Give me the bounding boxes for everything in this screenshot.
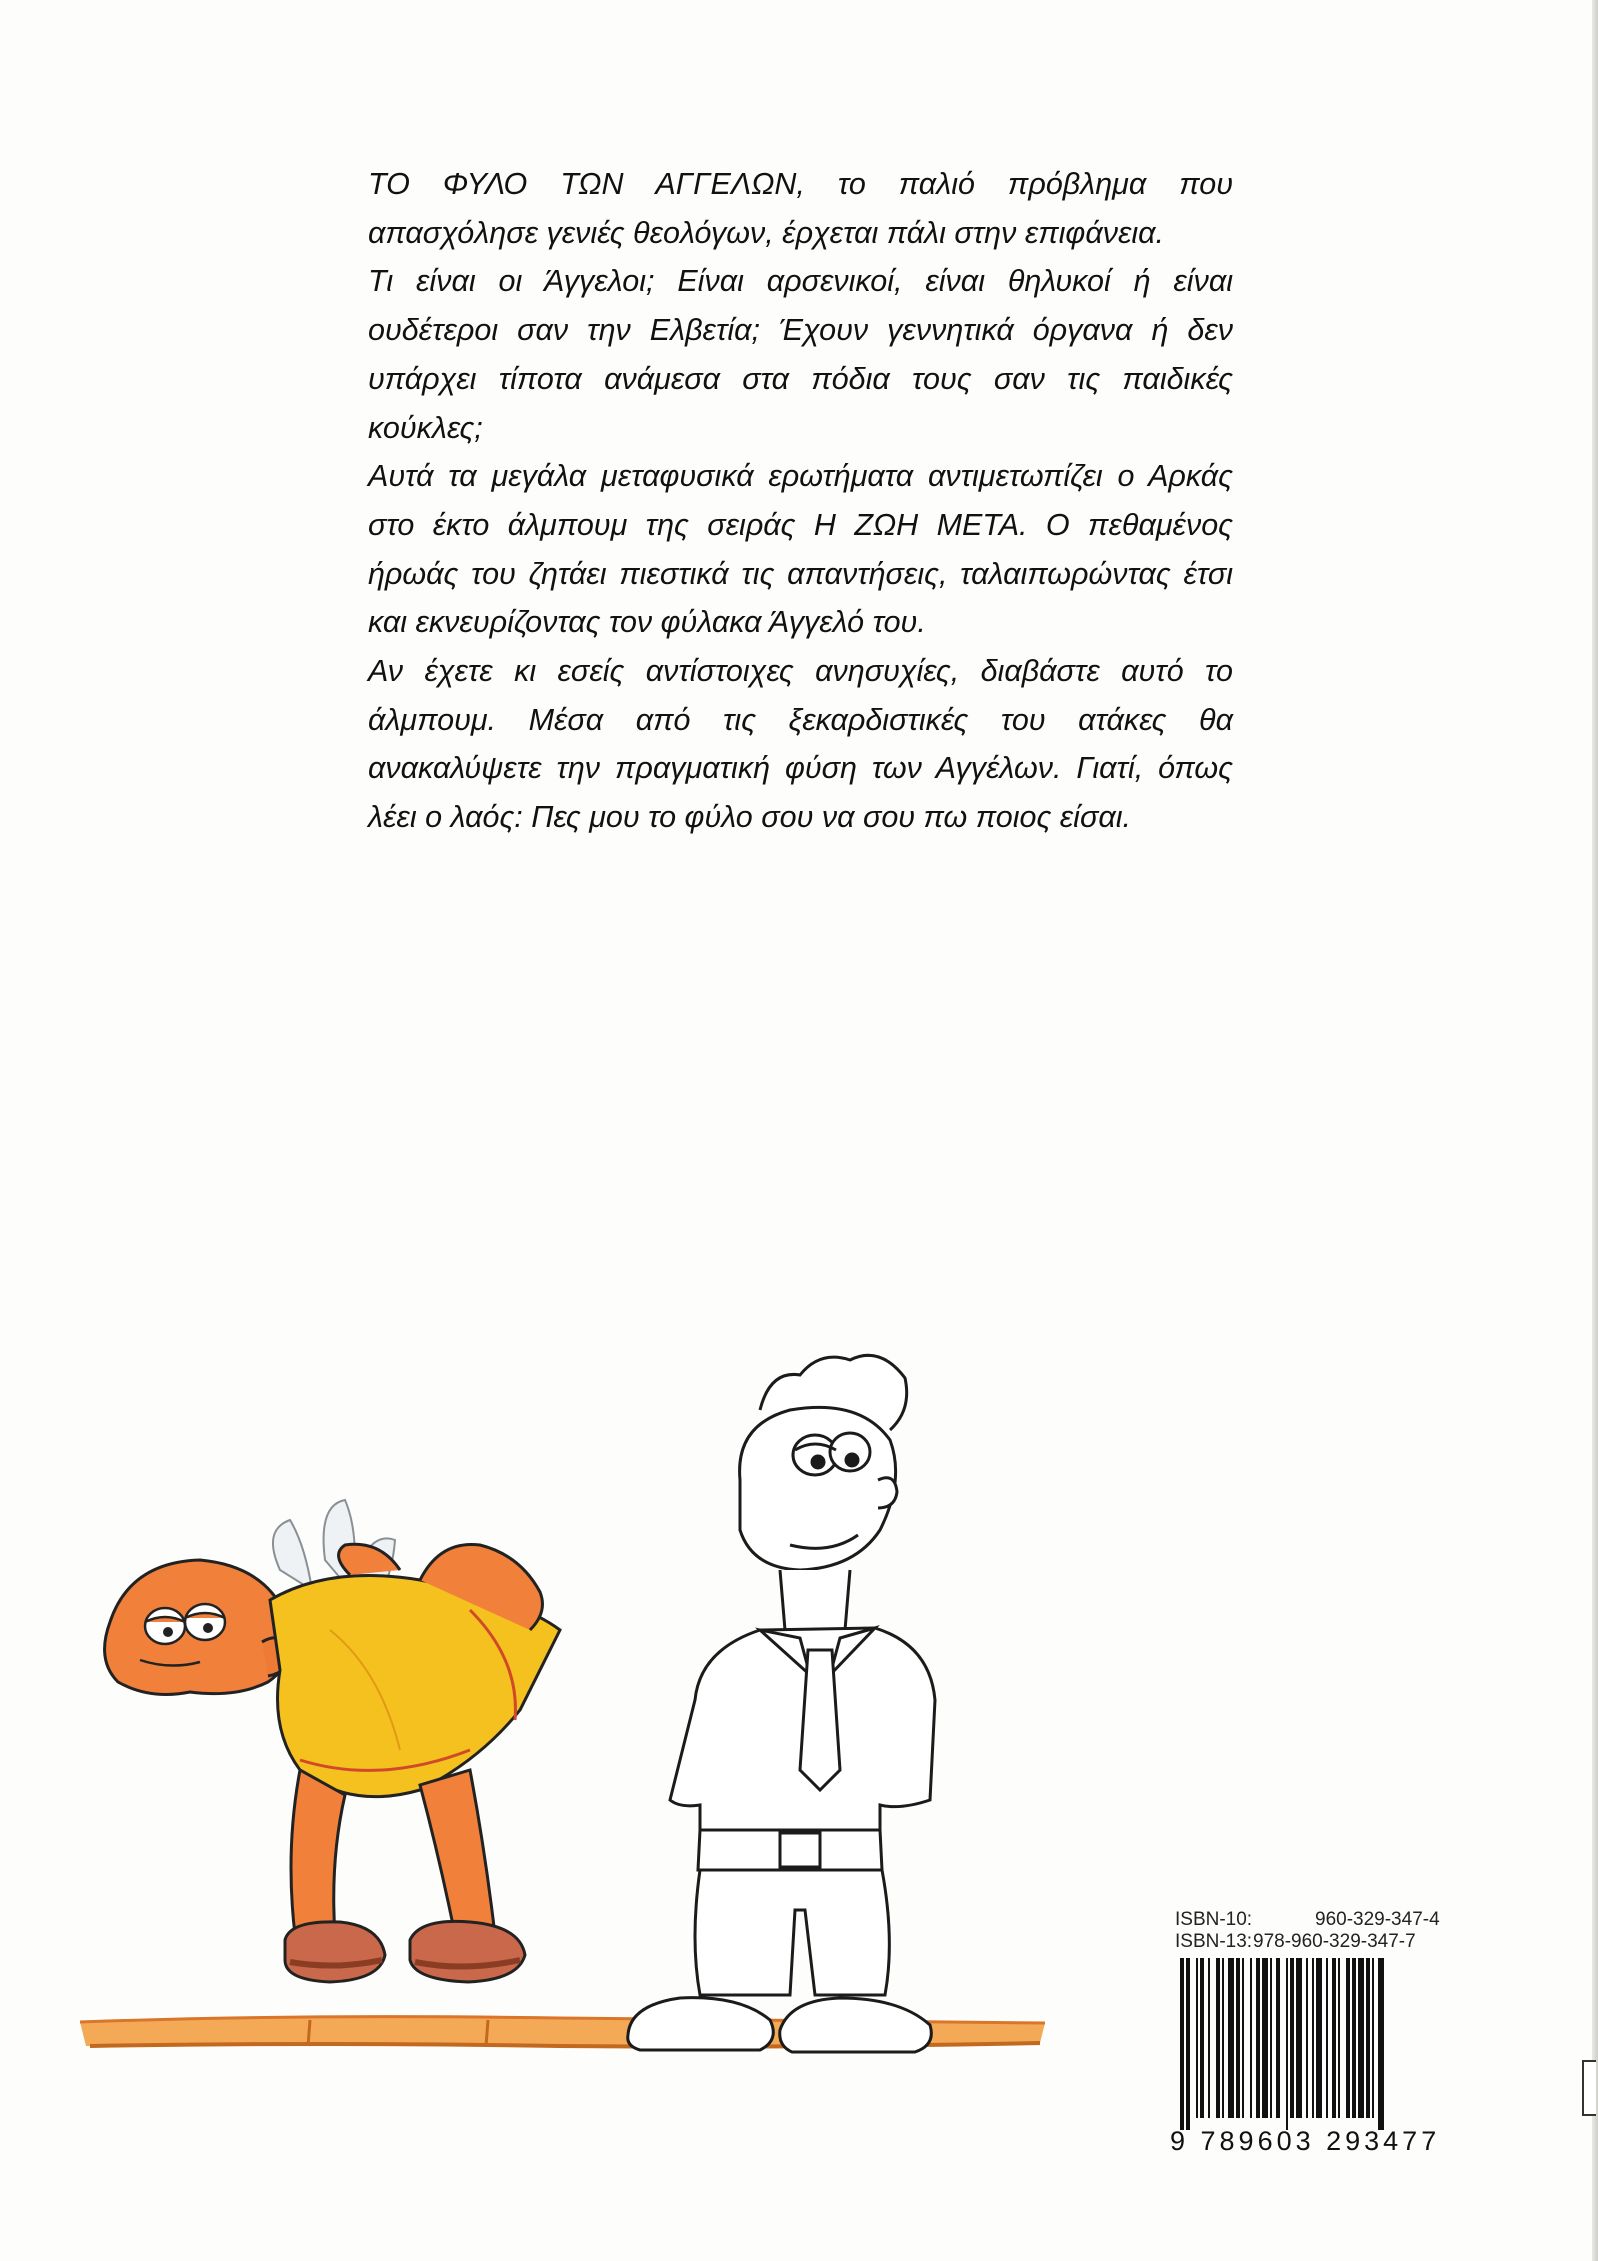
barcode-bar (1346, 1958, 1350, 2118)
barcode (1172, 1958, 1452, 2148)
barcode-bar (1316, 1958, 1322, 2118)
barcode-bar (1338, 1958, 1340, 2118)
back-cover-blurb (368, 160, 1233, 842)
isbn-10-row (1175, 1909, 1455, 1931)
blurb-paragraph-1: ΤΟ ΦΥΛΟ ΤΩΝ ΑΓΓΕΛΩΝ, το παλιό πρόβλημα που απασχόλησε γενιές θεολόγων, έρχεται πάλι στην επιφάνεια. (368, 167, 1233, 250)
page-edge (1592, 0, 1598, 2261)
barcode-bar (1250, 1958, 1252, 2118)
barcode-bar (1378, 1958, 1384, 2130)
blurb-paragraph-3: Αυτά τα μεγάλα μεταφυσικά ερωτήματα αντιμετωπίζει ο Αρκάς στο έκτο άλμπουμ της σειράς Η ΖΩΗ ΜΕΤΑ. Ο πεθαμένος ήρωάς του ζητάει πιεστικά τις απαντήσεις, ταλαιπωρώντας έτσι και εκνευρίζοντας τον φύλακα Άγγελό του. (368, 459, 1233, 640)
blurb-paragraph-4: Αν έχετε κι εσείς αντίστοιχες ανησυχίες, διαβάστε αυτό το άλμπουμ. Μέσα από τις ξεκαρδιστικές του ατάκες θα ανακαλύψετε την πραγματική φύση των Αγγέλων. Γιατί, όπως λέει ο λαός: Πες μου το φύλο σου να σου πω ποιος είσαι. (368, 654, 1233, 835)
barcode-bar (1196, 1958, 1198, 2118)
barcode-bar (1296, 1958, 1302, 2118)
barcode-bar (1332, 1958, 1336, 2118)
isbn-10-value: 960-329-347-4 (1315, 1909, 1440, 1930)
barcode-bar (1222, 1958, 1224, 2118)
barcode-bar (1306, 1958, 1308, 2118)
barcode-bar (1216, 1958, 1220, 2118)
barcode-bar (1372, 1958, 1374, 2118)
cartoon-illustration (0, 1330, 1100, 2110)
barcode-bar (1276, 1958, 1280, 2118)
barcode-bar (1290, 1958, 1294, 2118)
isbn-13-value: 978-960-329-347-7 (1253, 1931, 1416, 1952)
barcode-bar (1236, 1958, 1240, 2118)
barcode-digits: 9 789603 293477 (1170, 2126, 1441, 2156)
barcode-bar (1228, 1958, 1234, 2118)
barcode-bar (1270, 1958, 1272, 2118)
barcode-bar (1358, 1958, 1364, 2118)
barcode-bar (1208, 1958, 1210, 2118)
angel-figure (105, 1500, 560, 1982)
edge-tab-mark (1582, 2060, 1596, 2116)
isbn-13-label: ISBN-13: (1175, 1931, 1253, 1952)
isbn-10-label: ISBN-10: (1175, 1909, 1253, 1930)
barcode-bar (1352, 1958, 1356, 2118)
barcode-bar (1180, 1958, 1184, 2130)
blurb-paragraph-2: Τι είναι οι Άγγελοι; Είναι αρσενικοί, είναι θηλυκοί ή είναι ουδέτεροι σαν την Ελβετία; Έχουν γεννητικά όργανα ή δεν υπάρχει τίποτα ανάμεσα στα πόδια τους σαν τις παιδικές κούκλες; (368, 264, 1233, 445)
isbn-block (1175, 1909, 1455, 1953)
barcode-bar (1200, 1958, 1204, 2118)
barcode-bar (1256, 1958, 1260, 2118)
barcode-bar (1286, 1958, 1288, 2130)
barcode-bar (1186, 1958, 1190, 2130)
man-figure (628, 1355, 935, 2052)
isbn-13-row (1175, 1931, 1455, 1953)
barcode-bar (1326, 1958, 1328, 2118)
barcode-bar (1312, 1958, 1314, 2118)
barcode-bar (1366, 1958, 1370, 2118)
barcode-bar (1242, 1958, 1244, 2118)
barcode-bar (1262, 1958, 1268, 2118)
